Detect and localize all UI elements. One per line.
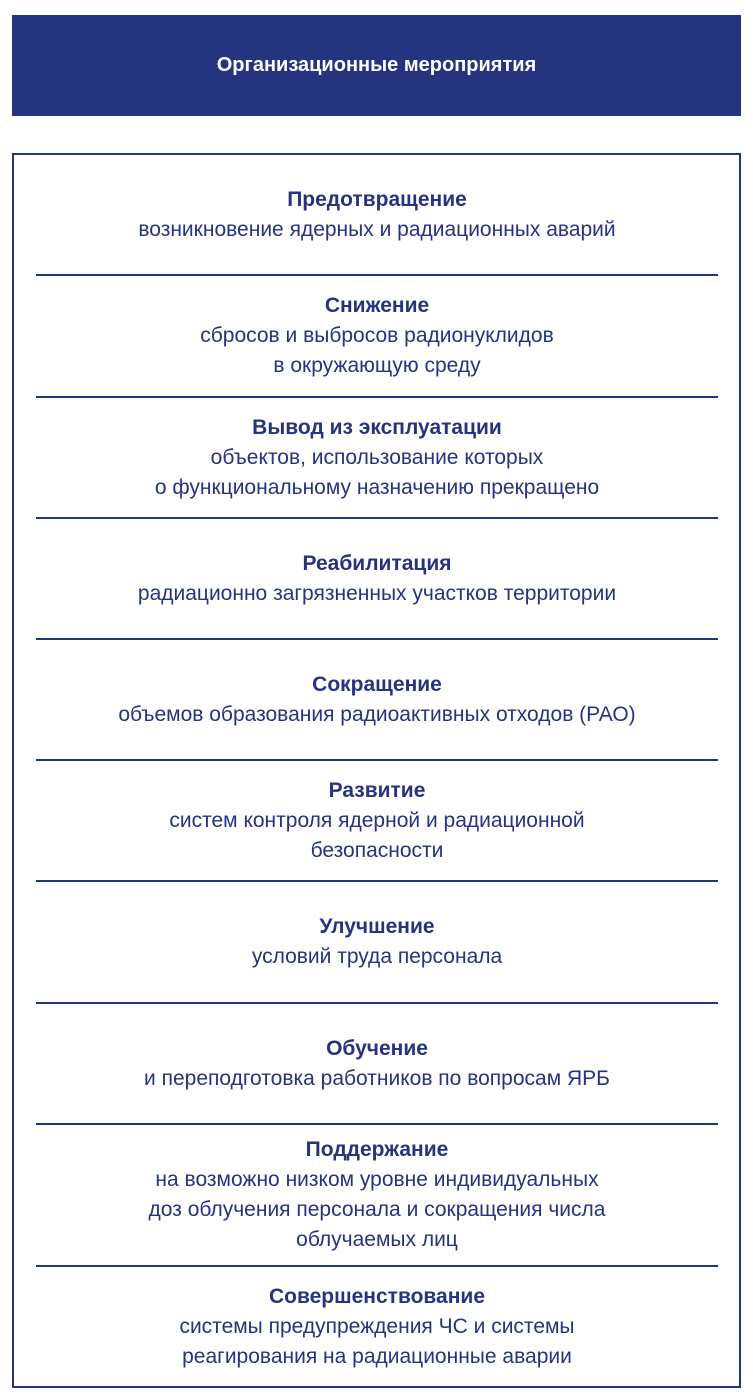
measure-description: на возможно низком уровне индивидуальных доз облучения персонала и сокращения числа облучаемых лиц (148, 1168, 606, 1251)
measure-item (36, 761, 718, 880)
measure-item (36, 1004, 718, 1123)
measure-description: систем контроля ядерной и радиационной безопасности (169, 808, 585, 862)
measure-item (36, 276, 718, 396)
header-title: Организационные мероприятия (216, 54, 537, 76)
measure-description: системы предупреждения ЧС и системы реагирования на радиационные аварии (179, 1314, 575, 1368)
measure-description: сбросов и выбросов радионуклидов в окружающую среду (200, 324, 554, 377)
measure-title: Сокращение (312, 672, 442, 696)
measure-item (36, 519, 718, 638)
measure-title: Развитие (328, 778, 426, 802)
measure-title: Предотвращение (287, 188, 467, 211)
measures-list (12, 153, 741, 1388)
measure-title: Поддержание (305, 1138, 449, 1161)
measure-item (36, 882, 718, 1002)
measure-item (36, 398, 718, 517)
measure-description: радиационно загрязненных участков территории (137, 581, 617, 605)
measure-item (36, 640, 718, 759)
measure-description: условий труда персонала (251, 945, 503, 968)
measure-description: возникновение ядерных и радиационных аварий (138, 218, 616, 241)
measure-title: Реабилитация (302, 551, 452, 575)
measure-title: Обучение (326, 1036, 428, 1060)
measure-title: Снижение (324, 294, 430, 317)
header-banner (12, 15, 741, 116)
measure-item (36, 155, 718, 275)
measure-description: объектов, использование которых о функциональному назначению прекращено (154, 445, 600, 499)
measure-title: Улучшение (319, 915, 435, 938)
measure-description: объемов образования радиоактивных отходов (РАО) (118, 702, 636, 726)
measure-item (36, 1267, 718, 1386)
measure-description: и переподготовка работников по вопросам ЯРБ (144, 1066, 610, 1090)
measure-title: Совершенствование (268, 1284, 485, 1308)
measure-item (36, 1125, 718, 1265)
measure-title: Вывод из эксплуатации (252, 415, 502, 439)
